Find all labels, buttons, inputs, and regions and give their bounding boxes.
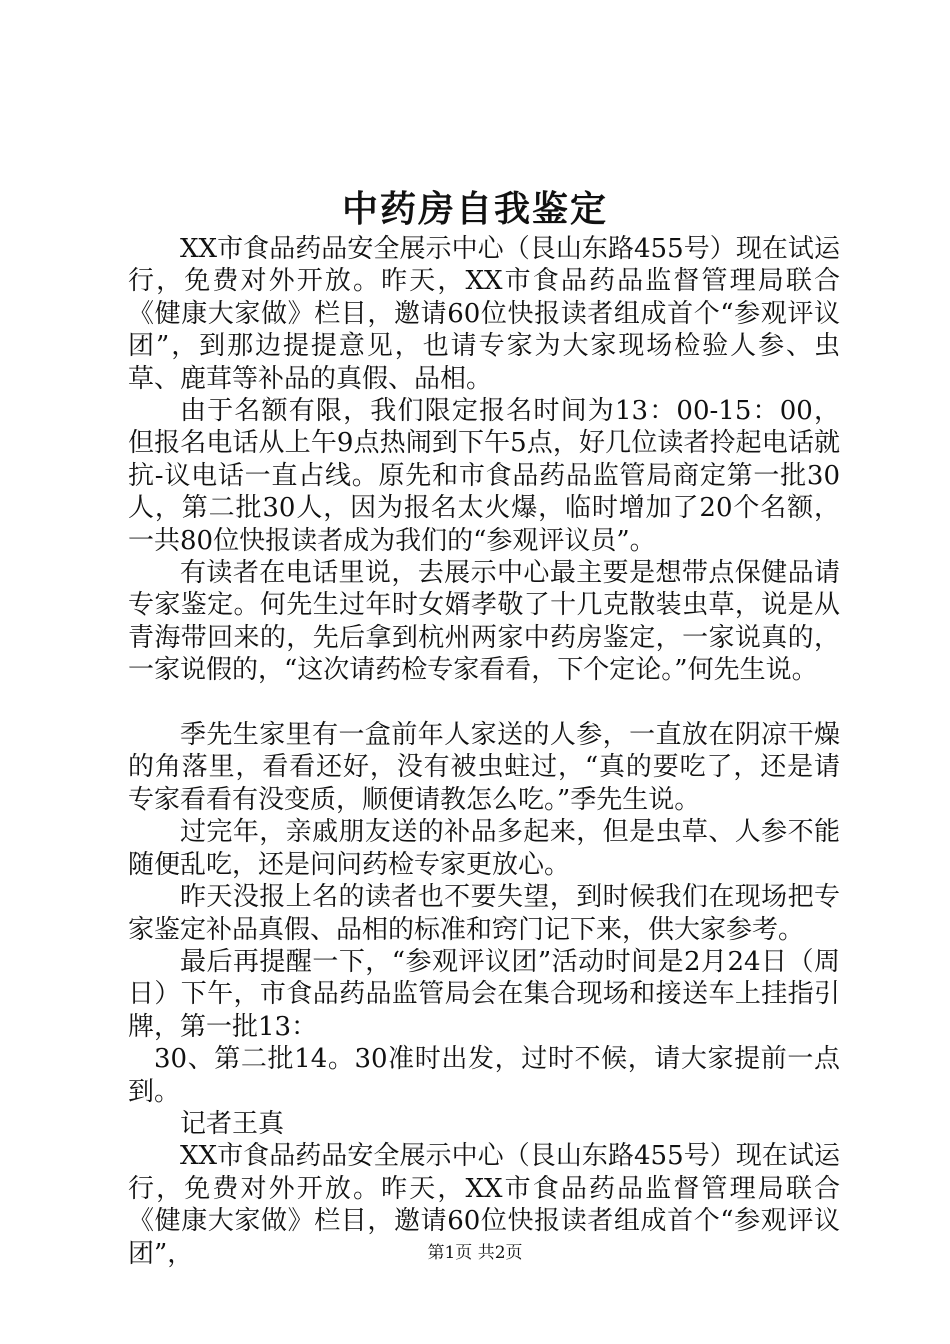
page-number-footer: 第1页 共2页 (427, 1243, 523, 1263)
paragraph-2: 由于名额有限，我们限定报名时间为13：00-15：00，但报名电话从上午9点热闹到下午5点，好几位读者拎起电话就抗-议电话一直占线。原先和市食品药品监管局商定第一批30人，第二批30人，因为报名太火爆，临时增加了20个名额，一共80位快报读者成为我们的“参观评议员”。 (128, 396, 840, 556)
paragraph-6: 昨天没报上名的读者也不要失望，到时候我们在现场把专家鉴定补品真假、品相的标准和窍门记下来，供大家参考。 (128, 882, 840, 945)
paragraph-4: 季先生家里有一盒前年人家送的人参，一直放在阴凉干燥的角落里，看看还好，没有被虫蛀过，“真的要吃了，还是请专家看看有没变质，顺便请教怎么吃。”季先生说。 (128, 720, 840, 815)
document-body (128, 233, 840, 1270)
paragraph-3: 有读者在电话里说，去展示中心最主要是想带点保健品请专家鉴定。何先生过年时女婿孝敬了十几克散装虫草，说是从青海带回来的，先后拿到杭州两家中药房鉴定，一家说真的，一家说假的，“这次请药检专家看看，下个定论。”何先生说。 (128, 558, 840, 686)
paragraph-5: 过完年，亲戚朋友送的补品多起来，但是虫草、人参不能随便乱吃，还是问问药检专家更放心。 (128, 817, 840, 880)
paragraph-7: 最后再提醒一下，“参观评议团”活动时间是2月24日（周日）下午，市食品药品监管局会在集合现场和接送车上挂指引牌，第一批13： (128, 946, 840, 1042)
reporter-line: 记者王真 (180, 1108, 285, 1139)
blank-line (128, 687, 840, 719)
document-title: 中药房自我鉴定 (341, 188, 608, 230)
paragraph-1: XX市食品药品安全展示中心（艮山东路455号）现在试运行，免费对外开放。昨天，XX市食品药品监督管理局联合《健康大家做》栏目，邀请60位快报读者组成首个“参观评议团”，到那边提提意见，也请专家为大家现场检验人参、虫草、鹿茸等补品的真假、品相。 (128, 234, 840, 394)
paragraph-8: 30、第二批14。30准时出发，过时不候，请大家提前一点到。 (128, 1044, 840, 1107)
paragraph-10: XX市食品药品安全展示中心（艮山东路455号）现在试运行，免费对外开放。昨天，XX市食品药品监督管理局联合《健康大家做》栏目，邀请60位快报读者组成首个“参观评议团”， (128, 1141, 840, 1269)
